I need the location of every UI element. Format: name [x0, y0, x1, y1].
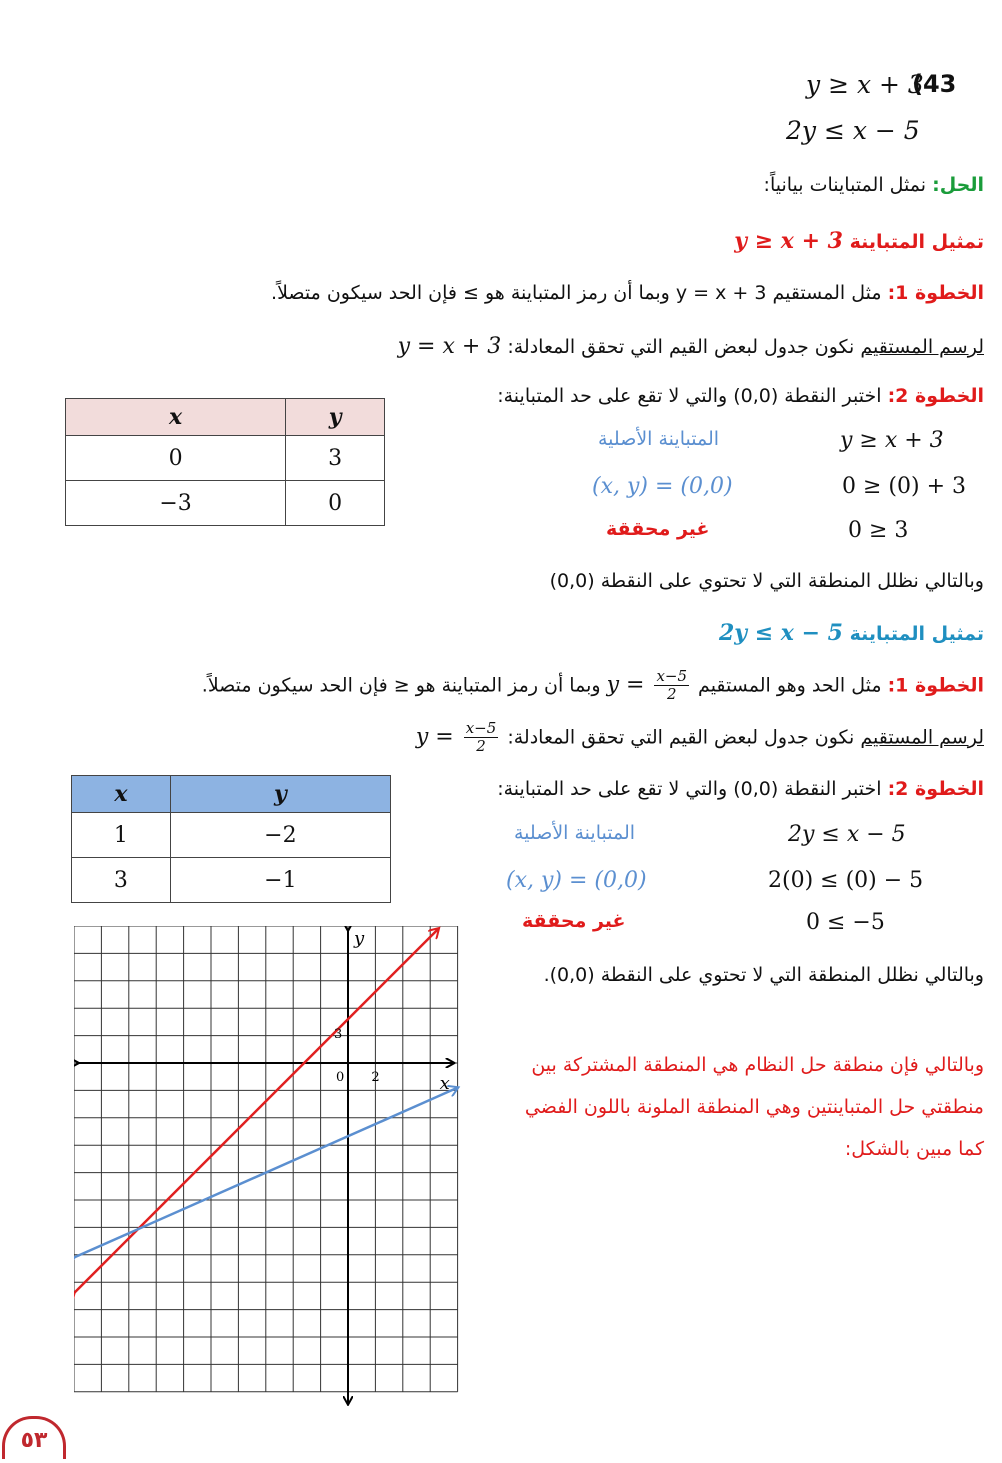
part2-original-label: المتباينة الأصلية: [514, 822, 636, 844]
part2-step1-text-a: مثل الحد وهو المستقيم: [692, 674, 888, 697]
y-axis-label: y: [354, 928, 365, 949]
table-cell: 0: [66, 436, 286, 481]
table-header-x: x: [66, 399, 286, 436]
part2-table-intro: لرسم المستقيم نكون جدول لبعض القيم التي تحقق المعادلة: y = $\frac{x-5}{2}$: [415, 719, 984, 755]
part1-result-label: غير محققة: [606, 518, 710, 540]
table-row: [72, 813, 391, 858]
part2-step1-label: الخطوة 1:: [887, 674, 984, 697]
coordinate-graph: [74, 926, 466, 1416]
part2-conclusion: وبالتالي نظلل المنطقة التي لا تحتوي على النقطة (0,0).: [543, 964, 984, 986]
graph-grid: [74, 926, 458, 1392]
part2-heading-label: تمثيل المتباينة: [842, 623, 984, 645]
part2-frac-num: x−5: [656, 667, 688, 685]
part2-table-intro-underlined: لرسم المستقيم: [860, 726, 984, 749]
table-row: [66, 481, 385, 526]
problem-inequality-1: y ≥ x + 3: [806, 70, 924, 99]
final-line-1: وبالتالي فإن منطقة حل النظام هي المنطقة المشتركة بين: [531, 1054, 984, 1076]
part1-step1-label: الخطوة 1:: [887, 282, 984, 304]
y-tick-label: 3: [334, 1027, 343, 1043]
part2-sub-math: 2(0) ≤ (0) − 5: [768, 868, 924, 893]
part1-table-intro-math: y = x + 3: [397, 334, 502, 359]
part2-values-table: [71, 775, 391, 903]
part2-table-intro-text: نكون جدول لبعض القيم التي تحقق المعادلة:: [501, 726, 861, 749]
part1-conclusion: وبالتالي نظلل المنطقة التي لا تحتوي على النقطة (0,0): [549, 570, 984, 592]
part1-step2: [497, 385, 984, 407]
origin-label: 0: [336, 1070, 345, 1085]
part2-step1: الخطوة 1: مثل الحد وهو المستقيم y = $\frac{x-5}{2}$ وبما أن رمز المتباينة هو ≤ فإن الحد سيكون متصلاً.: [201, 667, 984, 703]
part1-table-intro: [398, 334, 984, 359]
part2-step1-text-b: وبما أن رمز المتباينة هو ≤ فإن الحد سيكون متصلاً.: [201, 674, 607, 697]
table-row: [72, 858, 391, 903]
part1-result-math: 0 ≥ 3: [848, 518, 909, 543]
table-cell: 3: [286, 436, 385, 481]
solution-label: الحل:: [932, 174, 984, 196]
table-cell: 3: [72, 858, 171, 903]
table-row: [66, 436, 385, 481]
part1-step2-text: اختبر النقطة (0,0) والتي لا تقع على حد المتباينة:: [497, 385, 888, 407]
part2-heading: [719, 620, 984, 646]
part1-table-intro-underlined: لرسم المستقيم: [860, 336, 984, 358]
part2-frac-den: 2: [666, 685, 677, 703]
solution-intro: [764, 174, 984, 196]
final-line-2: منطقتي حل المتباينتين وهي المنطقة الملونة باللون الفضي: [524, 1096, 984, 1118]
table-cell: −2: [170, 813, 390, 858]
table-cell: 1: [72, 813, 171, 858]
part1-step1: [271, 282, 984, 304]
table-cell: −3: [66, 481, 286, 526]
part2-result-math: 0 ≤ −5: [806, 910, 885, 935]
final-line-3: كما مبين بالشكل:: [844, 1138, 984, 1160]
table-header-x: x: [72, 776, 171, 813]
part2-result-label: غير محققة: [522, 910, 626, 932]
part1-table-intro-text: نكون جدول لبعض القيم التي تحقق المعادلة:: [501, 336, 861, 358]
page-number: ٥٣: [2, 1416, 66, 1459]
part2-heading-math: 2y ≤ x − 5: [718, 620, 843, 646]
part2-original-math: 2y ≤ x − 5: [788, 822, 906, 847]
part1-step1-text: مثل المستقيم y = x + 3 وبما أن رمز المتباينة هو ≥ فإن الحد سيكون متصلاً.: [271, 282, 888, 304]
part1-original-label: المتباينة الأصلية: [598, 428, 720, 450]
part2-step2-text: اختبر النقطة (0,0) والتي لا تقع على حد المتباينة:: [497, 778, 888, 800]
x-tick-label: 2: [371, 1070, 380, 1085]
final-conclusion: [484, 1044, 984, 1170]
problem-inequality-2: 2y ≤ x − 5: [786, 116, 920, 145]
solution-text: نمثل المتباينات بيانياً:: [763, 174, 933, 196]
part1-step2-label: الخطوة 2:: [887, 385, 984, 407]
part1-heading-label: تمثيل المتباينة: [842, 231, 984, 253]
problem-number: (43: [912, 70, 957, 98]
table-header-y: y: [170, 776, 390, 813]
part1-values-table: [65, 398, 385, 526]
part1-original-math: y ≥ x + 3: [840, 428, 944, 453]
part2-eq-frac-num: x−5: [465, 719, 497, 737]
part2-step2-label: الخطوة 2:: [887, 778, 984, 800]
part1-sub-math: 0 ≥ (0) + 3: [842, 474, 966, 499]
table-header-y: y: [286, 399, 385, 436]
part1-heading: [734, 228, 984, 254]
part2-eq-frac-den: 2: [476, 737, 486, 755]
part1-sub-point: (x, y) = (0,0): [592, 474, 733, 499]
table-cell: −1: [170, 858, 390, 903]
part1-heading-math: y ≥ x + 3: [734, 228, 843, 254]
part2-step2: [497, 778, 984, 800]
table-cell: 0: [286, 481, 385, 526]
part2-sub-point: (x, y) = (0,0): [506, 868, 647, 893]
x-axis-label: x: [439, 1073, 450, 1094]
